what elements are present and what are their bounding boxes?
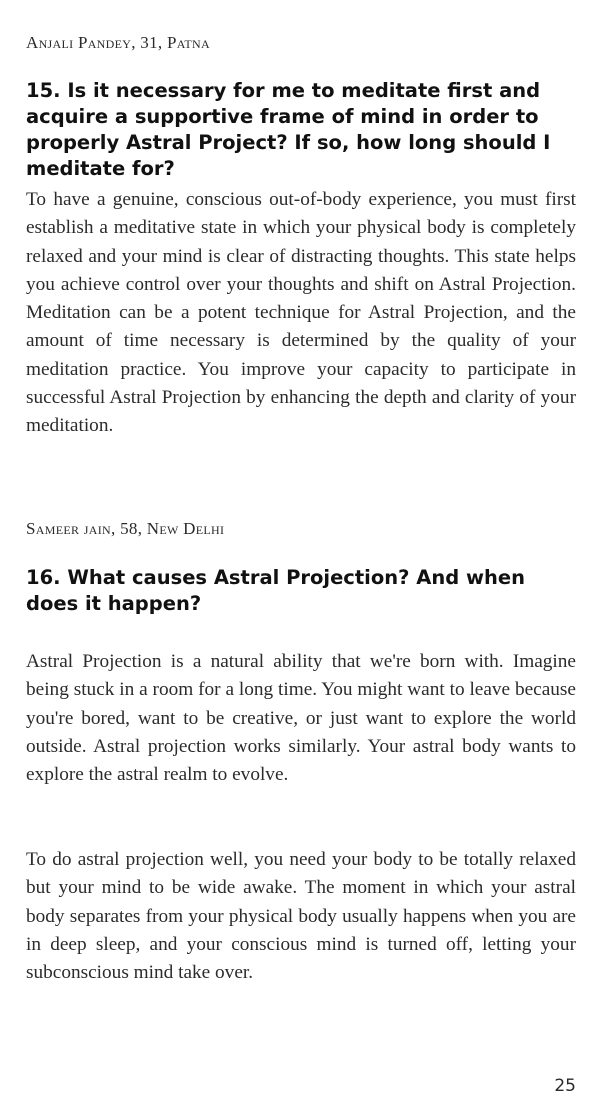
asker-name-16: Sameer jain, 58, New Delhi	[26, 519, 225, 538]
book-page	[26, 0, 576, 1117]
page-number: 25	[554, 1076, 576, 1096]
answer-16-paragraph-1: Astral Projection is a natural ability that we're born with. Imagine being stuck in a room for a long time. You might want to leave because you're bored, want to be creative, or just want to explore the world outside. Astral projection works similarly. Your astral body wants to explore the astral realm to evolve.	[26, 651, 576, 786]
asker-name-15: Anjali Pandey, 31, Patna	[26, 33, 210, 52]
question-15: 15. Is it necessary for me to meditate first and acquire a supportive frame of mind in order to properly Astral Project? If so, how long should I meditate for?	[26, 79, 551, 180]
question-16: 16. What causes Astral Projection? And when does it happen?	[26, 566, 525, 615]
answer-16-paragraph-2: To do astral projection well, you need your body to be totally relaxed but your mind to be wide awake. The moment in which your astral body separates from your physical body usually happens when you are in deep sleep, and your conscious mind is turned off, letting your subconscious mind take over.	[26, 849, 576, 984]
answer-15-paragraph: To have a genuine, conscious out-of-body experience, you must first establish a meditative state in which your physical body is completely relaxed and your mind is clear of distracting thoughts. This state helps you achieve control over your thoughts and shift on Astral Projection. Meditation can be a potent technique for Astral Projection, and the amount of time necessary is determined by the quality of your meditation practice. You improve your capacity to participate in successful Astral Projection by enhancing the depth and clarity of your meditation.	[26, 189, 576, 437]
